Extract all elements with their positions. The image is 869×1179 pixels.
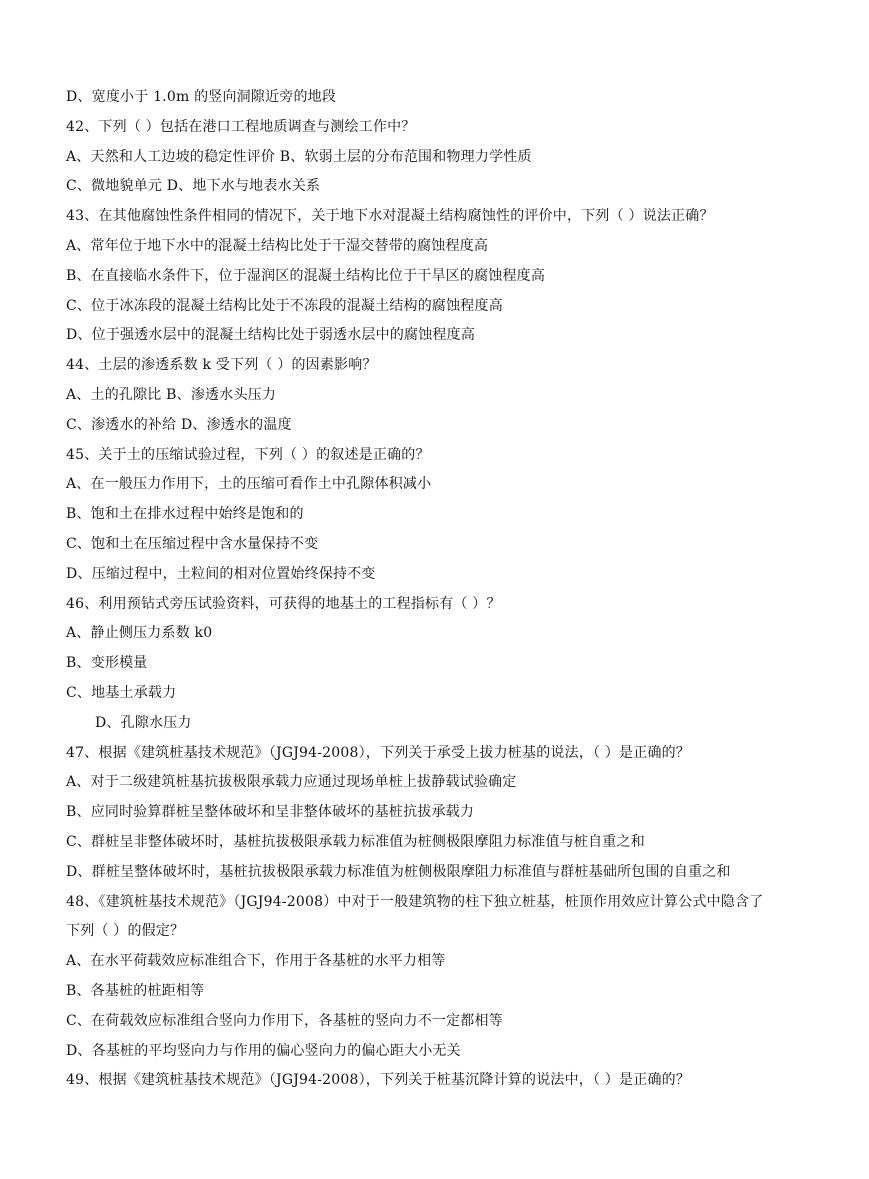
option-d-q46: D、孔隙水压力 — [95, 714, 192, 731]
option-c-q46: C、地基土承载力 — [66, 684, 177, 701]
options-q44-ab: A、土的孔隙比 B、渗透水头压力 — [66, 386, 277, 403]
options-q44-cd: C、渗透水的补给 D、渗透水的温度 — [66, 416, 292, 433]
question-48-part2: 下列（ ）的假定？ — [66, 923, 185, 940]
question-46: 46、利用预钻式旁压试验资料，可获得的地基土的工程指标有（ ）？ — [66, 595, 501, 612]
options-q42-cd: C、微地貌单元 D、地下水与地表水关系 — [66, 178, 321, 195]
question-47: 47、根据《建筑桩基技术规范》（JGJ94-2008），下列关于承受上拔力桩基的说法，（ ）是正确的？ — [66, 744, 691, 761]
option-d-q48: D、各基桩的平均竖向力与作用的偏心竖向力的偏心距大小无关 — [66, 1042, 461, 1059]
option-d-q43: D、位于强透水层中的混凝土结构比处于弱透水层中的腐蚀程度高 — [66, 327, 476, 344]
option-b-q47: B、应同时验算群桩呈整体破坏和呈非整体破坏的基桩抗拔承载力 — [66, 804, 475, 821]
option-d-q47: D、群桩呈整体破坏时，基桩抗拔极限承载力标准值为桩侧极限摩阻力标准值与群桩基础所包围的自重之和 — [66, 863, 731, 880]
question-49: 49、根据《建筑桩基技术规范》（JGJ94-2008），下列关于桩基沉降计算的说法中，（ ）是正确的？ — [66, 1072, 691, 1089]
options-q42-ab: A、天然和人工边坡的稳定性评价 B、软弱土层的分布范围和物理力学性质 — [66, 148, 532, 165]
option-a-q46: A、静止侧压力系数 k0 — [66, 625, 213, 642]
option-d-q45: D、压缩过程中，土粒间的相对位置始终保持不变 — [66, 565, 376, 582]
option-b-q43: B、在直接临水条件下，位于湿润区的混凝土结构比位于干旱区的腐蚀程度高 — [66, 267, 546, 284]
option-a-q43: A、常年位于地下水中的混凝土结构比处于干湿交替带的腐蚀程度高 — [66, 237, 489, 254]
option-a-q47: A、对于二级建筑桩基抗拔极限承载力应通过现场单桩上拔静载试验确定 — [66, 774, 517, 791]
option-c-q45: C、饱和土在压缩过程中含水量保持不变 — [66, 535, 319, 552]
question-42: 42、下列（ ）包括在港口工程地质调查与测绘工作中？ — [66, 118, 416, 135]
option-c-q47: C、群桩呈非整体破坏时，基桩抗拔极限承载力标准值为桩侧极限摩阻力标准值与桩自重之和 — [66, 833, 645, 850]
option-c-q48: C、在荷载效应标准组合竖向力作用下，各基桩的竖向力不一定都相等 — [66, 1012, 503, 1029]
option-b-q46: B、变形模量 — [66, 655, 148, 672]
text-body — [66, 83, 826, 1096]
option-b-q45: B、饱和土在排水过程中始终是饱和的 — [66, 506, 304, 523]
question-45: 45、关于土的压缩试验过程，下列（ ）的叙述是正确的？ — [66, 446, 430, 463]
option-a-q45: A、在一般压力作用下，土的压缩可看作土中孔隙体积减小 — [66, 476, 432, 493]
question-48-part1: 48、《建筑桩基技术规范》（JGJ94-2008）中对于一般建筑物的柱下独立桩基，桩顶作用效应计算公式中隐含了 — [66, 893, 764, 910]
question-44: 44、土层的渗透系数 k 受下列（ ）的因素影响？ — [66, 357, 377, 374]
option-a-q48: A、在水平荷载效应标准组合下，作用于各基桩的水平力相等 — [66, 953, 446, 970]
question-43: 43、在其他腐蚀性条件相同的情况下，关于地下水对混凝土结构腐蚀性的评价中，下列（ ）说法正确？ — [66, 208, 714, 225]
option-d-q41: D、宽度小于 1.0m 的竖向洞隙近旁的地段 — [66, 89, 337, 105]
option-c-q43: C、位于冰冻段的混凝土结构比处于不冻段的混凝土结构的腐蚀程度高 — [66, 297, 503, 314]
option-b-q48: B、各基桩的桩距相等 — [66, 982, 205, 999]
